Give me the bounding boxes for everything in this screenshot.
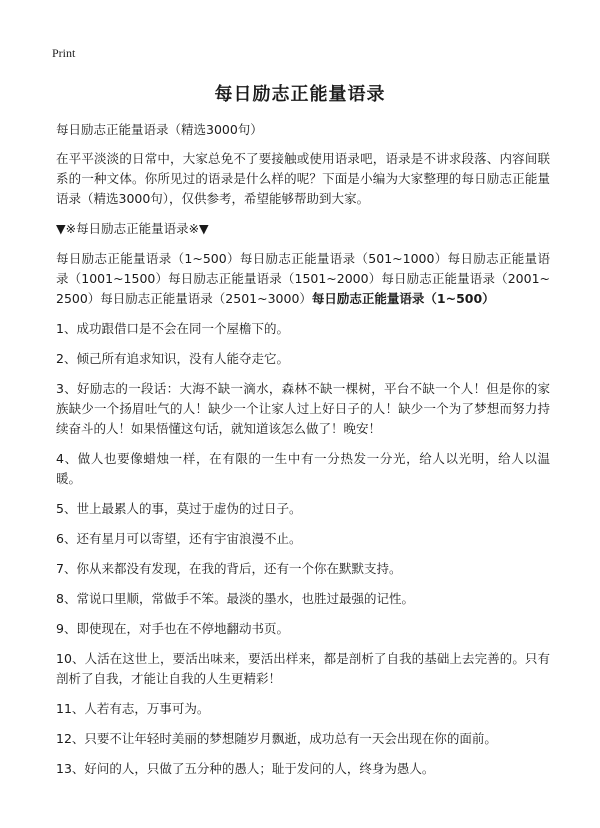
list-item: 2、倾己所有追求知识，没有人能夺走它。: [56, 351, 289, 366]
list-item: 12、只要不让年轻时美丽的梦想随岁月飘逝，成功总有一天会出现在你的面前。: [56, 731, 497, 746]
toc-paragraph: [56, 249, 550, 309]
list-item: 9、即使现在，对手也在不停地翻动书页。: [56, 621, 289, 636]
toc-links: 每日励志正能量语录（1~500）每日励志正能量语录（501~1000）每日励志正能量语录（1001~1500）每日励志正能量语录（1501~2000）每日励志正能量语录（2001~2500）每日励志正能量语录（2501~3000）: [56, 251, 550, 306]
print-label: Print: [52, 46, 76, 60]
list-item: 8、常说口里顺，常做手不笨。最淡的墨水，也胜过最强的记性。: [56, 591, 414, 606]
document-body: [56, 120, 550, 789]
page-title: 每日励志正能量语录: [214, 84, 386, 105]
list-item: 6、还有星月可以寄望，还有宇宙浪漫不止。: [56, 531, 302, 546]
list-item: 5、世上最累人的事，莫过于虚伪的过日子。: [56, 501, 302, 516]
list-item: 11、人若有志，万事可为。: [56, 701, 210, 716]
list-item: 7、你从来都没有发现，在我的背后，还有一个你在默默支持。: [56, 561, 402, 576]
list-item: 1、成功跟借口是不会在同一个屋檐下的。: [56, 321, 289, 336]
list-item: 3、好励志的一段话：大海不缺一滴水，森林不缺一棵树，平台不缺一个人！但是你的家族缺少一个扬眉吐气的人！缺少一个让家人过上好日子的人！缺少一个为了梦想而努力持续奋斗的人！如果悟懂这句话，就知道该怎么做了！晚安！: [56, 381, 550, 436]
list-item: 4、做人也要像蜡烛一样，在有限的一生中有一分热发一分光，给人以光明，给人以温暖。: [56, 451, 550, 486]
list-item: 13、好问的人，只做了五分种的愚人；耻于发问的人，终身为愚人。: [56, 761, 435, 776]
list-item: 10、人活在这世上，要活出味来，要活出样来，都是剖析了自我的基础上去完善的。只有剖析了自我，才能让自我的人生更精彩！: [56, 651, 550, 686]
section-marker: ▼※每日励志正能量语录※▼: [56, 221, 209, 236]
subtitle: 每日励志正能量语录（精选3000句）: [56, 122, 263, 137]
toc-current-section: 每日励志正能量语录（1~500）: [311, 291, 495, 306]
intro-paragraph: 在平平淡淡的日常中，大家总免不了要接触或使用语录吧，语录是不讲求段落、内容间联系的一种文体。你所见过的语录是什么样的呢？下面是小编为大家整理的每日励志正能量语录（精选3000句），仅供参考，希望能够帮助到大家。: [56, 151, 550, 206]
